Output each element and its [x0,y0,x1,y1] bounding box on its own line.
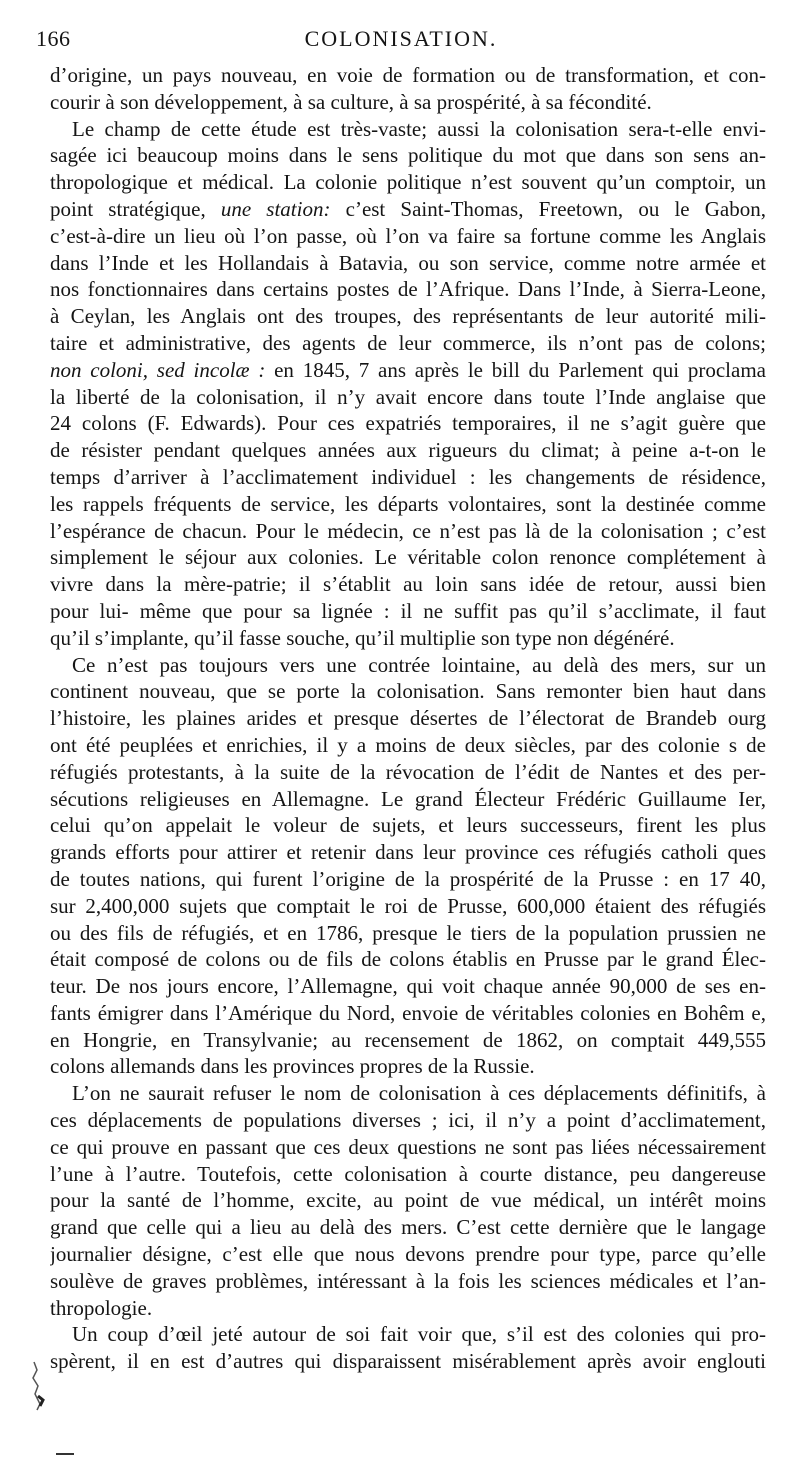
text-line [50,357,766,384]
italic-phrase: une station: [220,196,331,221]
text-line: temps d’arriver à l’acclimatement individuel : les changements de résidence, [50,464,766,489]
text-line: à Ceylan, les Anglais ont des troupes, des représentants de leur autorité mili- [50,304,766,329]
text-line: ou des fils de réfugiés, et en 1786, presque le tiers de la population prussien ne [50,920,766,945]
text-line: thropologique et médical. La colonie politique n’est souvent qu’un comptoir, un [50,170,766,195]
text-line: Ce n’est pas toujours vers une contrée lointaine, au delà des mers, sur un [72,652,766,677]
page-header [36,26,766,56]
text-segment: en 1845, 7 ans après le bill du Parlement qui proclama [265,357,766,382]
text-line: de toutes nations, qui furent l’origine de la prospérité de la Prusse : en 17 40, [50,866,766,891]
text-line: vivre dans la mère-patrie; il s’établit au loin sans idée de retour, aussi bien [50,572,766,597]
ink-smudge-mark [28,1360,50,1412]
page-number: 166 [36,26,71,51]
text-line: sur 2,400,000 sujets que comptait le roi de Prusse, 600,000 étaient des réfugiés [50,893,766,918]
text-line: dans l’Inde et les Hollandais à Batavia, ou son service, comme notre armée et [50,250,766,275]
text-line [50,196,766,223]
text-line: nos fonctionnaires dans certains postes de l’Afrique. Dans l’Inde, à Sierra-Leone, [50,277,766,302]
paragraph-1 [50,62,766,116]
paragraph-2 [50,116,766,652]
paragraph-5 [50,1321,766,1375]
text-line: pour la santé de l’homme, excite, au point de vue médical, un intérêt moins [50,1188,766,1213]
paragraph-4 [50,1080,766,1321]
text-line: grand que celle qui a lieu au delà des mers. C’est cette dernière que le langage [50,1215,766,1240]
paragraph-3 [50,652,766,1081]
text-line: l’histoire, les plaines arides et presque désertes de l’électorat de Brandeb ourg [50,706,766,731]
text-line: ont été peuplées et enrichies, il y a moins de deux siècles, par des colonie s de [50,732,766,757]
italic-phrase: non coloni, sed incolæ : [50,357,266,382]
text-line: celui qu’on appelait le voleur de sujets, et leurs successeurs, firent les plus [50,813,766,838]
text-line: sécutions religieuses en Allemagne. Le grand Électeur Frédéric Guillaume Ier, [50,786,766,811]
text-line: Le champ de cette étude est très-vaste; aussi la colonisation sera-t-elle envi- [72,116,766,141]
text-line: Un coup d’œil jeté autour de soi fait voir que, s’il est des colonies qui pro- [72,1322,766,1347]
text-line: était composé de colons ou de fils de colons établis en Prusse par le grand Élec- [50,947,766,972]
text-line: grands efforts pour attirer et retenir dans leur province ces réfugiés catholi ques [50,840,766,865]
text-line: l’une à l’autre. Toutefois, cette colonisation à courte distance, peu dangereuse [50,1161,766,1186]
text-line: fants émigrer dans l’Amérique du Nord, envoie de véritables colonies en Bohêm e, [50,1000,766,1025]
text-line: ce qui prouve en passant que ces deux questions ne sont pas liées nécessairement [50,1134,766,1159]
running-title: COLONISATION. [304,26,498,51]
text-line: 24 colons (F. Edwards). Pour ces expatriés temporaires, il ne s’agit guère que [50,411,766,436]
text-line: spèrent, il en est d’autres qui disparaissent misérablement après avoir englouti [50,1349,766,1374]
text-line: d’origine, un pays nouveau, en voie de formation ou de transformation, et con- [50,63,766,87]
text-line: courir à son développement, à sa culture, à sa prospérité, à sa fécondité. [50,89,652,114]
text-line: colons allemands dans les provinces propres de la Russie. [50,1054,535,1079]
text-line: soulève de graves problèmes, intéressant à la fois les sciences médicales et l’an- [50,1268,766,1293]
text-line: de résister pendant quelques années aux rigueurs du climat; à peine a-t-on le [50,438,766,463]
text-line: L’on ne saurait refuser le nom de colonisation à ces déplacements définitifs, à [72,1081,766,1106]
text-line: thropologie. [50,1295,153,1320]
text-line: l’espérance de chacun. Pour le médecin, ce n’est pas là de la colonisation ; c’est [50,518,766,543]
page-body [50,62,766,1375]
margin-dash-mark [56,1453,74,1455]
text-line: c’est-à-dire un lieu où l’on passe, où l’on va faire sa fortune comme les Anglais [50,223,766,248]
text-line: en Hongrie, en Transylvanie; au recensement de 1862, on comptait 449,555 [50,1027,766,1052]
text-segment: point stratégique, [50,196,221,221]
text-line: teur. De nos jours encore, l’Allemagne, qui voit chaque année 90,000 de ses en- [50,974,766,999]
text-line: continent nouveau, que se porte la colonisation. Sans remonter bien haut dans [50,679,766,704]
text-line: sagée ici beaucoup moins dans le sens politique du mot que dans son sens an- [50,143,766,168]
text-line: journalier désigne, c’est elle que nous devons prendre pour type, parce qu’elle [50,1242,766,1267]
text-line: qu’il s’implante, qu’il fasse souche, qu’il multiplie son type non dégénéré. [50,625,675,650]
text-line: réfugiés protestants, à la suite de la révocation de l’édit de Nantes et des per- [50,759,766,784]
text-line: pour lui- même que pour sa lignée : il ne suffit pas qu’il s’acclimate, il faut [50,598,766,623]
text-line: ces déplacements de populations diverses ; ici, il n’y a point d’acclimatement, [50,1108,766,1133]
text-segment: c’est Saint-Thomas, Freetown, ou le Gabon, [330,196,766,221]
text-line: la liberté de la colonisation, il n’y avait encore dans toute l’Inde anglaise que [50,384,766,409]
text-line: les rappels fréquents de service, les départs volontaires, sont la destinée comme [50,491,766,516]
text-line: simplement le séjour aux colonies. Le véritable colon renonce complétement à [50,545,766,570]
text-line: taire et administrative, des agents de leur commerce, ils n’ont pas de colons; [50,330,766,355]
